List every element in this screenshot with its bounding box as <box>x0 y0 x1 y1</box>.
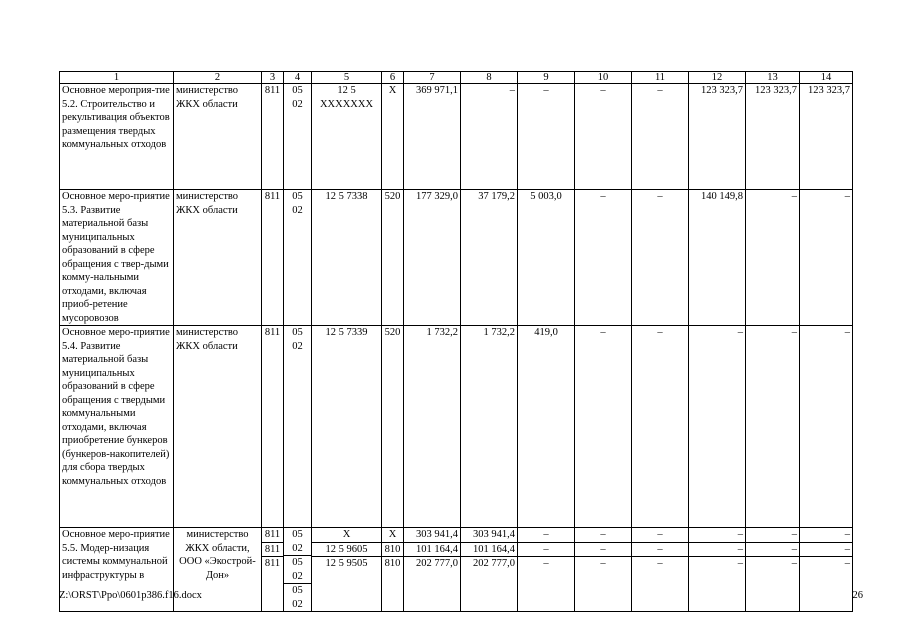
executor: министерство ЖКХ области <box>174 190 262 326</box>
value-cell <box>746 326 800 528</box>
table-row <box>60 326 853 528</box>
value: – <box>600 85 606 96</box>
value-cell <box>746 528 800 612</box>
value: – <box>844 529 850 540</box>
value: 5 003,0 <box>530 191 562 202</box>
value-cell <box>284 84 312 190</box>
value: – <box>632 556 688 571</box>
value: – <box>600 327 606 338</box>
value-cell <box>746 84 800 190</box>
value-cell <box>284 326 312 528</box>
value: – <box>844 327 850 338</box>
value: 811 <box>262 542 283 557</box>
value: 810 <box>382 556 403 571</box>
value: – <box>632 542 688 557</box>
value-cell <box>312 84 382 190</box>
value-cell <box>461 528 518 612</box>
value-cell <box>312 190 382 326</box>
value: 419,0 <box>534 327 558 338</box>
value: 369 971,1 <box>416 85 458 96</box>
value: 811 <box>264 529 281 540</box>
value: 12 5 7339 <box>325 327 368 338</box>
value-cell <box>518 326 575 528</box>
value: – <box>518 556 574 571</box>
value-cell <box>575 326 632 528</box>
value: – <box>657 529 663 540</box>
value: 05 02 <box>292 327 303 352</box>
value: 12 5 7338 <box>325 191 368 202</box>
value: 303 941,4 <box>416 529 458 540</box>
value: – <box>737 327 743 338</box>
value: – <box>575 556 631 571</box>
value: – <box>543 85 549 96</box>
column-header: 14 <box>800 72 853 84</box>
value: 520 <box>384 191 401 202</box>
column-header: 3 <box>262 72 284 84</box>
table-row <box>60 190 853 326</box>
value: – <box>657 327 663 338</box>
value: 37 179,2 <box>478 191 515 202</box>
value-cell <box>518 190 575 326</box>
column-header: 5 <box>312 72 382 84</box>
value: – <box>800 542 852 557</box>
executor: министерство ЖКХ области <box>174 326 262 528</box>
value: 177 329,0 <box>416 191 458 202</box>
value: – <box>689 556 745 571</box>
value: – <box>509 85 515 96</box>
value: – <box>657 85 663 96</box>
column-header: 4 <box>284 72 312 84</box>
column-header: 1 <box>60 72 174 84</box>
value: 811 <box>262 556 283 571</box>
value-cell <box>382 528 404 612</box>
value: 811 <box>264 85 281 96</box>
value: 123 323,7 <box>755 85 797 96</box>
value-cell <box>382 326 404 528</box>
value: 202 777,0 <box>404 556 460 571</box>
measure-name: Основное меро-приятие 5.3. Развитие материальной базы муниципальных образований в сфере обращения с твер-дыми комму-нальными отходами, включая приоб-ретение мусоровозов <box>60 190 174 326</box>
value: 520 <box>384 327 401 338</box>
value-cell <box>689 326 746 528</box>
page-number: 26 <box>852 590 863 601</box>
value-cell <box>284 528 312 612</box>
value: – <box>600 191 606 202</box>
value-cell <box>632 528 689 612</box>
value: – <box>737 529 743 540</box>
value: 101 164,4 <box>404 542 460 557</box>
file-path: Z:\ORST\Ppo\0601p386.f16.docx <box>59 590 202 601</box>
value: Х <box>388 85 397 96</box>
value-cell <box>461 190 518 326</box>
value-cell <box>518 84 575 190</box>
measure-name: Основное мероприя-тие 5.2. Строительство и рекультивация объектов размещения твердых коммунальных отходов <box>60 84 174 190</box>
value-cell <box>575 190 632 326</box>
value-cell <box>689 84 746 190</box>
value: 101 164,4 <box>461 542 517 557</box>
column-header: 12 <box>689 72 746 84</box>
column-header: 9 <box>518 72 575 84</box>
value-cell <box>284 190 312 326</box>
value: – <box>791 191 797 202</box>
value: – <box>518 542 574 557</box>
value-cell <box>382 190 404 326</box>
value: – <box>657 191 663 202</box>
value: 05 02 <box>292 191 303 216</box>
value: 12 5 9605 <box>312 542 381 557</box>
value-cell <box>800 84 853 190</box>
value-cell <box>461 326 518 528</box>
value: 303 941,4 <box>473 529 515 540</box>
value: Х <box>388 529 397 540</box>
value: 202 777,0 <box>461 556 517 571</box>
column-header: 10 <box>575 72 632 84</box>
value-cell <box>404 326 461 528</box>
value: 05 02 <box>292 529 303 554</box>
value-cell <box>262 326 284 528</box>
table-row <box>60 84 853 190</box>
value: – <box>791 529 797 540</box>
value: – <box>746 556 799 571</box>
value: 810 <box>382 542 403 557</box>
value: – <box>746 542 799 557</box>
value: Х <box>342 529 351 540</box>
value: 1 732,2 <box>426 327 458 338</box>
value: 12 5 9505 <box>312 556 381 571</box>
header-row <box>60 72 853 84</box>
value-cell <box>632 190 689 326</box>
value-cell <box>312 528 382 612</box>
value: 12 5 ХХХХХХХ <box>319 85 374 110</box>
value: 05 02 <box>284 583 311 611</box>
value-cell <box>262 84 284 190</box>
column-header: 13 <box>746 72 800 84</box>
value-cell <box>404 84 461 190</box>
column-header: 11 <box>632 72 689 84</box>
column-header: 7 <box>404 72 461 84</box>
value-cell <box>800 326 853 528</box>
column-header: 2 <box>174 72 262 84</box>
value: 123 323,7 <box>701 85 743 96</box>
value: 811 <box>264 327 281 338</box>
measure-name: Основное меро-приятие 5.4. Развитие материальной базы муниципальных образований в сфере обращения с твердыми коммунальными отходами, включая приобретение бункеров (бункеров-накопителей) для сбора твердых коммунальных отходов <box>60 326 174 528</box>
value-cell <box>632 326 689 528</box>
value: 140 149,8 <box>701 191 743 202</box>
value-cell <box>518 528 575 612</box>
value-cell <box>404 528 461 612</box>
value: – <box>600 529 606 540</box>
value-cell <box>689 190 746 326</box>
value-cell <box>262 190 284 326</box>
value: 05 02 <box>292 85 303 110</box>
value-cell <box>575 528 632 612</box>
value: 05 02 <box>284 555 311 583</box>
value: – <box>800 556 852 571</box>
value: – <box>543 529 549 540</box>
budget-table <box>59 71 853 612</box>
value-cell <box>262 528 284 612</box>
value: – <box>689 542 745 557</box>
value: 123 323,7 <box>808 85 850 96</box>
value: 1 732,2 <box>483 327 515 338</box>
value: – <box>844 191 850 202</box>
value-cell <box>404 190 461 326</box>
value-cell <box>632 84 689 190</box>
executor: министерство ЖКХ области <box>174 84 262 190</box>
column-header: 6 <box>382 72 404 84</box>
value-cell <box>382 84 404 190</box>
value-cell <box>689 528 746 612</box>
value: 811 <box>264 191 281 202</box>
value: – <box>575 542 631 557</box>
value-cell <box>312 326 382 528</box>
value-cell <box>800 190 853 326</box>
executor: министерство ЖКХ области, ООО «Экострой-Дон» <box>174 528 262 612</box>
value-cell <box>746 190 800 326</box>
value-cell <box>461 84 518 190</box>
value: – <box>791 327 797 338</box>
column-header: 8 <box>461 72 518 84</box>
value-cell <box>575 84 632 190</box>
measure-name: Основное меро-приятие 5.5. Модер-низация системы коммунальной инфраструктуры в <box>60 528 174 612</box>
